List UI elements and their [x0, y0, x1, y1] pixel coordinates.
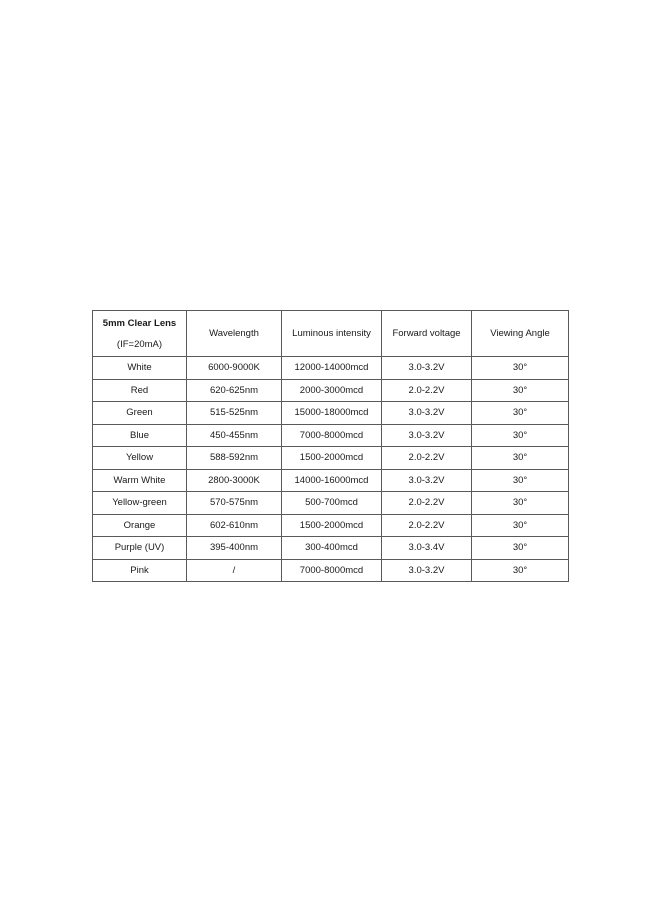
- column-header-wavelength: Wavelength: [187, 311, 282, 357]
- angle-cell: 30°: [472, 537, 569, 560]
- table-row: [93, 379, 569, 402]
- angle-cell: 30°: [472, 559, 569, 582]
- table-body: [93, 357, 569, 582]
- color-cell: Orange: [93, 514, 187, 537]
- table-row: [93, 402, 569, 425]
- table-row: [93, 469, 569, 492]
- table-row: [93, 537, 569, 560]
- intensity-cell: 1500-2000mcd: [282, 514, 382, 537]
- lens-subtitle: (IF=20mA): [116, 338, 163, 350]
- wavelength-cell: 620-625nm: [187, 379, 282, 402]
- wavelength-cell: 2800-3000K: [187, 469, 282, 492]
- color-cell: Warm White: [93, 469, 187, 492]
- voltage-cell: 3.0-3.2V: [382, 402, 472, 425]
- led-spec-table: [92, 310, 569, 582]
- color-cell: Green: [93, 402, 187, 425]
- voltage-cell: 3.0-3.2V: [382, 559, 472, 582]
- intensity-cell: 14000-16000mcd: [282, 469, 382, 492]
- angle-cell: 30°: [472, 379, 569, 402]
- lens-title: 5mm Clear Lens: [102, 317, 177, 329]
- wavelength-cell: 6000-9000K: [187, 357, 282, 380]
- table-row: [93, 357, 569, 380]
- color-cell: Purple (UV): [93, 537, 187, 560]
- table-row: [93, 559, 569, 582]
- table-row: [93, 424, 569, 447]
- wavelength-cell: 602-610nm: [187, 514, 282, 537]
- angle-cell: 30°: [472, 424, 569, 447]
- angle-cell: 30°: [472, 447, 569, 470]
- intensity-cell: 1500-2000mcd: [282, 447, 382, 470]
- column-header-forward-voltage: Forward voltage: [382, 311, 472, 357]
- intensity-cell: 2000-3000mcd: [282, 379, 382, 402]
- header-row: [93, 311, 569, 357]
- voltage-cell: 3.0-3.2V: [382, 424, 472, 447]
- lens-header-cell: [93, 311, 187, 357]
- table-row: [93, 447, 569, 470]
- voltage-cell: 2.0-2.2V: [382, 492, 472, 515]
- table-row: [93, 492, 569, 515]
- angle-cell: 30°: [472, 514, 569, 537]
- wavelength-cell: 450-455nm: [187, 424, 282, 447]
- intensity-cell: 300-400mcd: [282, 537, 382, 560]
- voltage-cell: 2.0-2.2V: [382, 514, 472, 537]
- table-header: [93, 311, 569, 357]
- color-cell: Pink: [93, 559, 187, 582]
- color-cell: Red: [93, 379, 187, 402]
- color-cell: Yellow-green: [93, 492, 187, 515]
- intensity-cell: 500-700mcd: [282, 492, 382, 515]
- voltage-cell: 3.0-3.2V: [382, 357, 472, 380]
- wavelength-cell: 588-592nm: [187, 447, 282, 470]
- angle-cell: 30°: [472, 469, 569, 492]
- table-row: [93, 514, 569, 537]
- column-header-viewing-angle: Viewing Angle: [472, 311, 569, 357]
- wavelength-cell: 570-575nm: [187, 492, 282, 515]
- voltage-cell: 3.0-3.2V: [382, 469, 472, 492]
- voltage-cell: 3.0-3.4V: [382, 537, 472, 560]
- intensity-cell: 7000-8000mcd: [282, 424, 382, 447]
- angle-cell: 30°: [472, 357, 569, 380]
- intensity-cell: 7000-8000mcd: [282, 559, 382, 582]
- column-header-luminous-intensity: Luminous intensity: [282, 311, 382, 357]
- wavelength-cell: 395-400nm: [187, 537, 282, 560]
- angle-cell: 30°: [472, 492, 569, 515]
- color-cell: Yellow: [93, 447, 187, 470]
- angle-cell: 30°: [472, 402, 569, 425]
- intensity-cell: 15000-18000mcd: [282, 402, 382, 425]
- voltage-cell: 2.0-2.2V: [382, 379, 472, 402]
- intensity-cell: 12000-14000mcd: [282, 357, 382, 380]
- color-cell: Blue: [93, 424, 187, 447]
- wavelength-cell: 515-525nm: [187, 402, 282, 425]
- color-cell: White: [93, 357, 187, 380]
- wavelength-cell: /: [187, 559, 282, 582]
- voltage-cell: 2.0-2.2V: [382, 447, 472, 470]
